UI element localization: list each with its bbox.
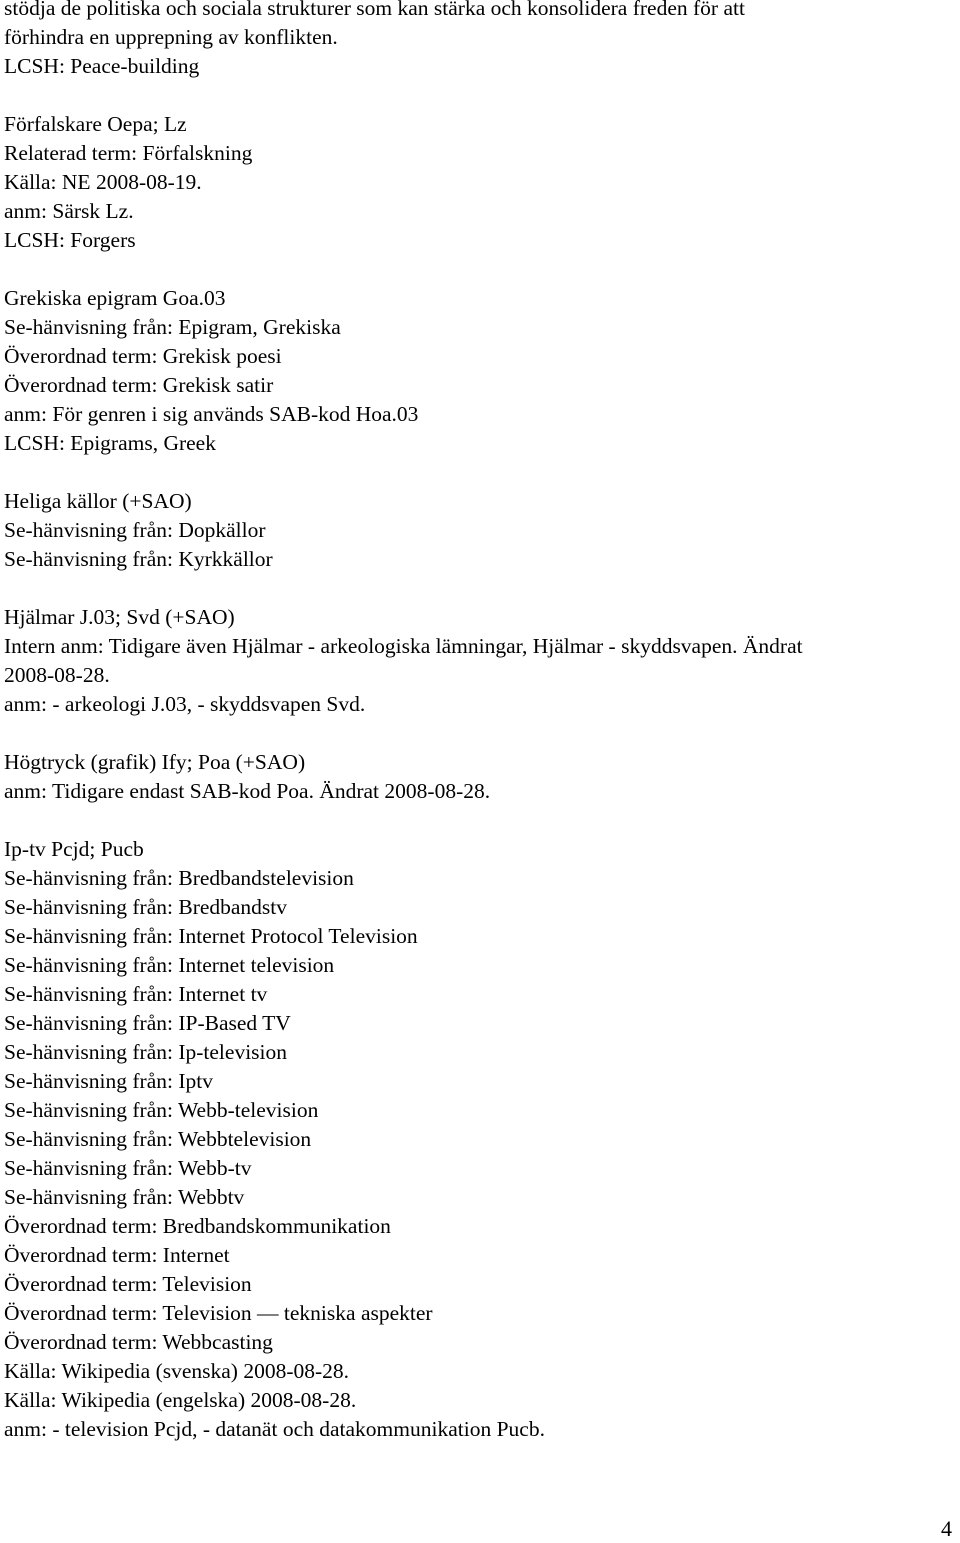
text-line: anm: För genren i sig används SAB-kod Hoa.03 <box>4 402 419 426</box>
text-line: Se-hänvisning från: Epigram, Grekiska <box>4 315 341 339</box>
text-line: Se-hänvisning från: Ip-television <box>4 1040 288 1064</box>
text-line: Källa: Wikipedia (svenska) 2008-08-28. <box>4 1359 350 1383</box>
text-line: anm: Tidigare endast SAB-kod Poa. Ändrat 2008-08-28. <box>4 779 491 803</box>
entry-heading: Heliga källor (+SAO) <box>4 489 192 513</box>
entry-heliga-kallor <box>4 487 954 574</box>
text-line: Överordnad term: Internet <box>4 1243 230 1267</box>
text-line: LCSH: Epigrams, Greek <box>4 431 216 455</box>
text-line: Se-hänvisning från: Iptv <box>4 1069 213 1093</box>
text-line: förhindra en upprepning av konflikten. <box>4 25 338 49</box>
entry-grekiska-epigram <box>4 284 954 458</box>
text-line: Relaterad term: Förfalskning <box>4 141 253 165</box>
text-line: anm: - arkeologi J.03, - skyddsvapen Svd. <box>4 692 366 716</box>
text-line: LCSH: Peace-building <box>4 54 200 78</box>
text-line: LCSH: Forgers <box>4 228 136 252</box>
text-line: anm: - television Pcjd, - datanät och datakommunikation Pucb. <box>4 1417 545 1441</box>
entry-hjalmar <box>4 603 954 719</box>
entry-peace-building-continuation <box>4 0 954 81</box>
text-line: Källa: Wikipedia (engelska) 2008-08-28. <box>4 1388 357 1412</box>
text-line: Överordnad term: Webbcasting <box>4 1330 273 1354</box>
entry-heading: Högtryck (grafik) Ify; Poa (+SAO) <box>4 750 306 774</box>
text-line: Se-hänvisning från: Webbtelevision <box>4 1127 312 1151</box>
text-line: anm: Särsk Lz. <box>4 199 134 223</box>
text-line: Se-hänvisning från: IP-Based TV <box>4 1011 291 1035</box>
entry-heading: Grekiska epigram Goa.03 <box>4 286 226 310</box>
text-line: Se-hänvisning från: Internet Protocol Television <box>4 924 418 948</box>
text-line: Se-hänvisning från: Webbtv <box>4 1185 245 1209</box>
entry-heading: Hjälmar J.03; Svd (+SAO) <box>4 605 235 629</box>
text-line: 2008-08-28. <box>4 663 110 687</box>
text-line: Se-hänvisning från: Kyrkkällor <box>4 547 273 571</box>
text-line: stödja de politiska och sociala strukturer som kan stärka och konsolidera freden för att <box>4 0 745 20</box>
entry-forfalskare <box>4 110 954 255</box>
page-number: 4 <box>941 1516 952 1541</box>
entry-hogtryck <box>4 748 954 806</box>
text-line: Se-hänvisning från: Bredbandstv <box>4 895 288 919</box>
text-line: Se-hänvisning från: Internet tv <box>4 982 268 1006</box>
text-line: Överordnad term: Television <box>4 1272 252 1296</box>
text-line: Överordnad term: Grekisk poesi <box>4 344 282 368</box>
text-line: Se-hänvisning från: Webb-tv <box>4 1156 252 1180</box>
text-line: Källa: NE 2008-08-19. <box>4 170 202 194</box>
text-line: Överordnad term: Television — tekniska aspekter <box>4 1301 433 1325</box>
text-line: Se-hänvisning från: Dopkällor <box>4 518 266 542</box>
text-line: Se-hänvisning från: Internet television <box>4 953 335 977</box>
entry-ip-tv <box>4 835 954 1444</box>
text-line: Överordnad term: Bredbandskommunikation <box>4 1214 391 1238</box>
text-line: Intern anm: Tidigare även Hjälmar - arkeologiska lämningar, Hjälmar - skyddsvapen. Ändrat <box>4 634 803 658</box>
document-page <box>4 0 954 1473</box>
text-line: Överordnad term: Grekisk satir <box>4 373 274 397</box>
text-line: Se-hänvisning från: Bredbandstelevision <box>4 866 354 890</box>
entry-heading: Förfalskare Oepa; Lz <box>4 112 187 136</box>
text-line: Se-hänvisning från: Webb-television <box>4 1098 319 1122</box>
entry-heading: Ip-tv Pcjd; Pucb <box>4 837 144 861</box>
